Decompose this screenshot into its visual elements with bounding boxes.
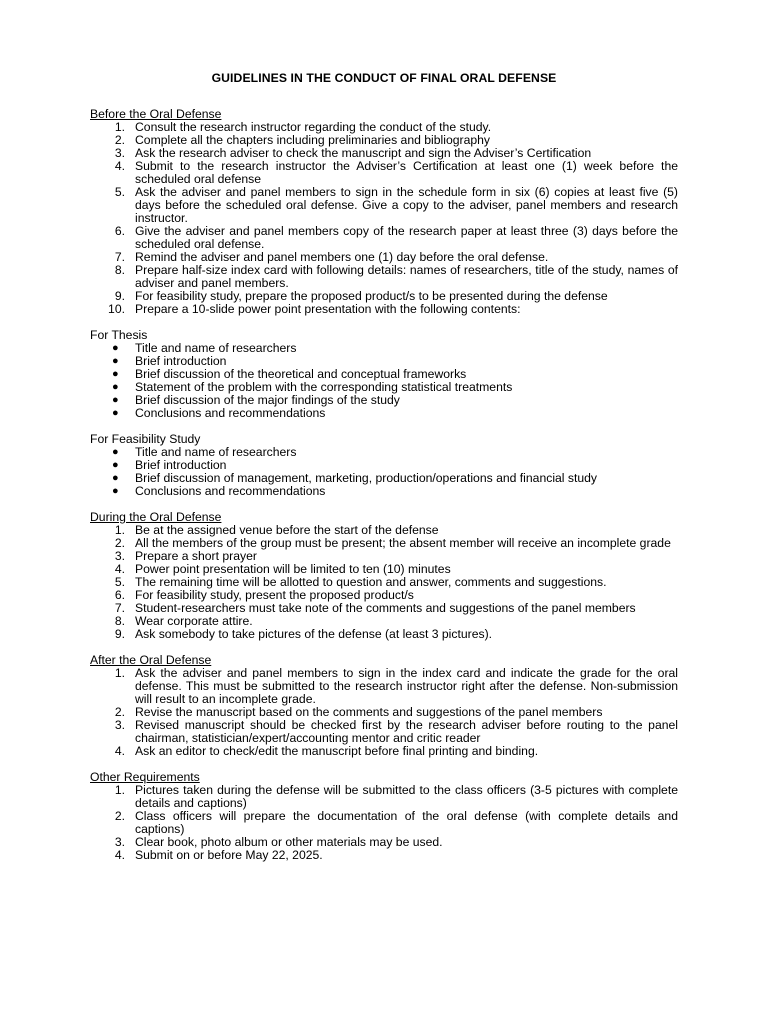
item-number: 4. [114, 159, 125, 173]
item-text: Submit on or before May 22, 2025. [135, 848, 323, 862]
bullet-icon: ● [112, 485, 119, 497]
section-heading: For Feasibility Study [90, 432, 201, 446]
item-number: 1. [114, 666, 125, 680]
section [90, 654, 678, 758]
item-number: 3. [114, 718, 125, 732]
item-text: Conclusions and recommendations [135, 484, 326, 498]
item-text: Ask the adviser and panel members to sign in the index card and indicate the grade for the oral defense. This must be submitted to the research instructor right after the defense. Non-submission will result to an incomplete grade. [135, 666, 678, 706]
item-number: 1. [114, 523, 125, 537]
numbered-list [90, 524, 678, 641]
numbered-list [90, 784, 678, 862]
bullet-icon: ● [112, 446, 119, 458]
bullet-icon: ● [112, 407, 119, 419]
list-item [90, 407, 678, 420]
item-number: 2. [114, 809, 125, 823]
item-number: 3. [114, 549, 125, 563]
item-text: Revised manuscript should be checked first by the research adviser before routing to the panel chairman, statistician/expert/accounting mentor and critic reader [135, 718, 678, 745]
bullet-icon: ● [112, 394, 119, 406]
bullet-icon: ● [112, 342, 119, 354]
bullet-icon: ● [112, 472, 119, 484]
item-number: 1. [114, 783, 125, 797]
item-text: Ask somebody to take pictures of the defense (at least 3 pictures). [135, 627, 493, 641]
item-text: Revise the manuscript based on the comments and suggestions of the panel members [135, 705, 603, 719]
item-text: For feasibility study, present the proposed product/s [135, 588, 414, 602]
list-item [90, 186, 678, 225]
item-number: 2. [114, 705, 125, 719]
item-text: Brief introduction [135, 458, 227, 472]
list-item [90, 784, 678, 810]
item-text: Brief discussion of management, marketing, production/operations and financial study [135, 471, 598, 485]
list-item [90, 628, 678, 641]
section [90, 108, 678, 316]
section [90, 511, 678, 641]
list-item [90, 719, 678, 745]
item-text: Submit to the research instructor the Adviser’s Certification at least one (1) week before the scheduled oral defense [135, 159, 678, 186]
list-item [90, 160, 678, 186]
bullet-icon: ● [112, 381, 119, 393]
list-item [90, 225, 678, 251]
list-item [90, 810, 678, 836]
numbered-list [90, 667, 678, 758]
item-text: Title and name of researchers [135, 341, 297, 355]
bullet-list [90, 446, 678, 498]
item-text: Clear book, photo album or other materials may be used. [135, 835, 443, 849]
bullet-icon: ● [112, 355, 119, 367]
item-text: Pictures taken during the defense will be submitted to the class officers (3-5 pictures with complete details and captions) [135, 783, 678, 810]
section-heading: Other Requirements [90, 770, 200, 784]
item-number: 3. [114, 146, 125, 160]
item-number: 9. [114, 627, 125, 641]
list-item [90, 303, 678, 316]
item-text: For feasibility study, prepare the proposed product/s to be presented during the defense [135, 289, 608, 303]
item-number: 4. [114, 848, 125, 862]
item-text: Class officers will prepare the documentation of the oral defense (with complete details and captions) [135, 809, 678, 836]
document-body [90, 108, 678, 862]
section-heading: During the Oral Defense [90, 510, 222, 524]
item-number: 8. [114, 614, 125, 628]
section-heading: After the Oral Defense [90, 653, 212, 667]
bullet-icon: ● [112, 459, 119, 471]
item-text: Remind the adviser and panel members one (1) day before the oral defense. [135, 250, 549, 264]
bullet-icon: ● [112, 368, 119, 380]
item-text: Brief discussion of the major findings of the study [135, 393, 400, 407]
section-heading: Before the Oral Defense [90, 107, 222, 121]
item-number: 1. [114, 120, 125, 134]
bullet-list [90, 342, 678, 420]
item-text: Power point presentation will be limited to ten (10) minutes [135, 562, 451, 576]
item-number: 2. [114, 536, 125, 550]
item-number: 3. [114, 835, 125, 849]
item-text: Prepare a short prayer [135, 549, 257, 563]
item-text: Brief discussion of the theoretical and conceptual frameworks [135, 367, 467, 381]
item-text: The remaining time will be allotted to question and answer, comments and suggestions. [135, 575, 607, 589]
item-text: Statement of the problem with the corresponding statistical treatments [135, 380, 513, 394]
item-text: Be at the assigned venue before the start of the defense [135, 523, 439, 537]
item-text: Prepare half-size index card with following details: names of researchers, title of the study, names of adviser and panel members. [135, 263, 678, 290]
item-text: Ask an editor to check/edit the manuscript before final printing and binding. [135, 744, 539, 758]
numbered-list [90, 121, 678, 316]
item-number: 10. [108, 302, 125, 316]
section [90, 329, 678, 420]
item-number: 7. [114, 250, 125, 264]
item-number: 4. [114, 562, 125, 576]
item-text: Consult the research instructor regarding the conduct of the study. [135, 120, 492, 134]
list-item [90, 849, 678, 862]
item-text: Ask the research adviser to check the manuscript and sign the Adviser’s Certification [135, 146, 592, 160]
item-number: 6. [114, 588, 125, 602]
item-text: Title and name of researchers [135, 445, 297, 459]
list-item [90, 745, 678, 758]
section-heading: For Thesis [90, 328, 148, 342]
item-number: 2. [114, 133, 125, 147]
item-number: 4. [114, 744, 125, 758]
item-number: 7. [114, 601, 125, 615]
list-item [90, 264, 678, 290]
item-number: 9. [114, 289, 125, 303]
item-text: All the members of the group must be present; the absent member will receive an incomplete grade [135, 536, 671, 550]
document-title: GUIDELINES IN THE CONDUCT OF FINAL ORAL DEFENSE [211, 71, 557, 85]
item-number: 8. [114, 263, 125, 277]
item-text: Student-researchers must take note of the comments and suggestions of the panel members [135, 601, 636, 615]
item-text: Conclusions and recommendations [135, 406, 326, 420]
item-number: 5. [114, 185, 125, 199]
section [90, 433, 678, 498]
item-text: Give the adviser and panel members copy of the research paper at least three (3) days before the scheduled oral defense. [135, 224, 678, 251]
item-text: Prepare a 10-slide power point presentation with the following contents: [135, 302, 521, 316]
section [90, 771, 678, 862]
list-item [90, 667, 678, 706]
item-text: Complete all the chapters including preliminaries and bibliography [135, 133, 490, 147]
item-text: Ask the adviser and panel members to sign in the schedule form in six (6) copies at least five (5) days before the scheduled oral defense. Give a copy to the adviser, panel members and research instructor. [135, 185, 678, 225]
item-text: Brief introduction [135, 354, 227, 368]
list-item [90, 485, 678, 498]
item-text: Wear corporate attire. [135, 614, 253, 628]
item-number: 6. [114, 224, 125, 238]
item-number: 5. [114, 575, 125, 589]
